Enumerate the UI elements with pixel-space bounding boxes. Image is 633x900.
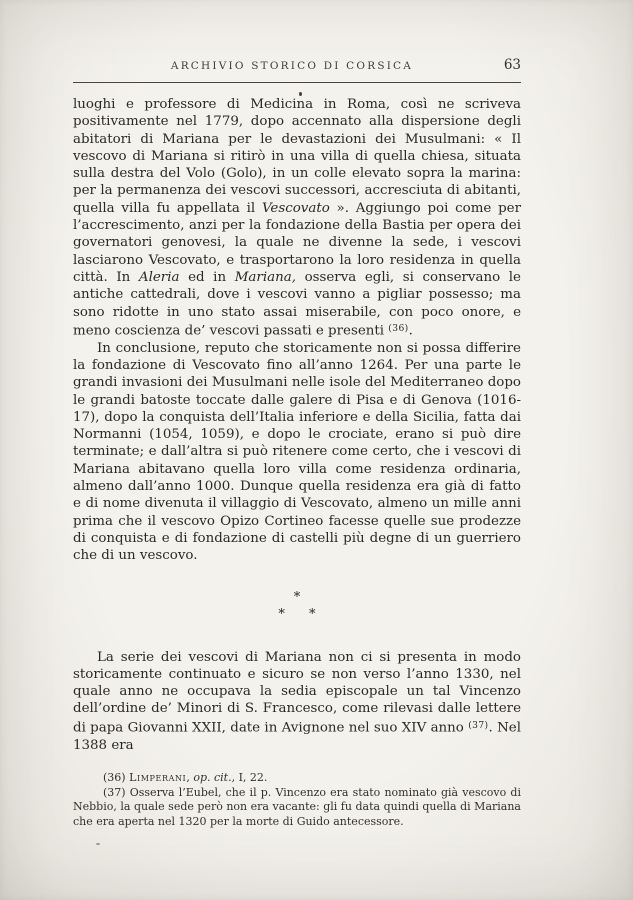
- paragraph: [73, 771, 521, 786]
- text-segment: osserva egli, si conservano le antiche cattedrali, dove i vescovi vanno a pigliar possesso; ma sono ridotte in uno stato assai miserabile, con poco onore, e meno coscienza de’ vescovi passati e presenti: [73, 269, 521, 339]
- asterism-separator: [73, 589, 521, 623]
- text-segment-sup: (37): [468, 720, 489, 731]
- text-segment-sup: (36): [388, 323, 409, 334]
- text-segment-italic: Aleria: [138, 269, 180, 285]
- text-segment: . Nel 1388 era: [73, 720, 521, 753]
- paragraph: [73, 649, 521, 754]
- text-segment: ,: [186, 770, 194, 784]
- paragraph: [73, 340, 521, 565]
- paragraph: [73, 96, 521, 340]
- separator-asterisk-top: *: [293, 589, 301, 605]
- page-header: [73, 57, 521, 78]
- text-segment-smallcaps: Limperani: [129, 770, 187, 784]
- scan-artifact-speck: [96, 843, 100, 845]
- header-rule: [73, 82, 521, 83]
- page-number: 63: [503, 57, 521, 73]
- text-segment: ». Aggiungo poi come per l’accrescimento, anzi per la fondazione della Bastia per opera dei governatori genovesi, la quale ne divenne la sede, i vescovi lasciarono Vescovato, e trasportarono la loro residenza in quella città. In: [73, 200, 521, 285]
- journal-title: ARCHIVIO STORICO DI CORSICA: [170, 60, 414, 72]
- text-segment-italic: Mariana,: [234, 269, 296, 285]
- text-segment: (37) Osserva l’Eubel, che il p. Vincenzo era stato nominato già vescovo di Nebbio, la quale sede però non era vacante: gli fu data quindi quella di Mariana che era aperta nel 1320 per la morte di Guido antecessore.: [73, 785, 521, 829]
- text-block: [73, 57, 521, 830]
- text-segment: In conclusione, reputo che storicamente non si possa differire la fondazione di Vescovato fino all’anno 1264. Per una parte le grandi invasioni dei Musulmani nelle isole del Mediterraneo dopo le grandi batoste toccate dalle galere di Pisa e di Genova (1016-17), dopo la conquista dell’Italia inferiore e della Sicilia, fatta dai Normanni (1054, 1059), e dopo le crociate, erano si può dire terminate; e dall’altra si può ritenere come certo, che i vescovi di Mariana abitavano quella loro villa come residenza ordinaria, almeno dall’anno 1000. Dunque quella residenza era già di fatto e di nome divenuta il villaggio di Vescovato, almeno un mille anni prima che il vescovo Opizo Cortineo facesse quelle sue prodezze di conquista e di fondazione di castelli più degne di un guerriero che di un vescovo.: [73, 340, 521, 564]
- text-segment: La serie dei vescovi di Mariana non ci si presenta in modo storicamente continuato e sicuro se non verso l’anno 1330, nel quale anno ne occupava la sedia episcopale un tal Vincenzo dell’ordine de’ Minori di S. Francesco, come rilevasi dalle lettere di papa Giovanni XXII, date in Avignone nel suo XIV anno: [73, 649, 521, 736]
- text-segment: , I, 22.: [231, 770, 268, 784]
- text-segment: luoghi e professore di Medicina in Roma, così ne scriveva positivamente nel 1779, dopo accennato alla dispersione degli abitatori di Mariana per le devastazioni dei Musulmani: « Il vescovo di Mariana si ritirò in una villa di quella chiesa, situata sulla destra del Volo (Golo), in un colle elevato sopra la marina: per la permanenza dei vescovi successori, accresciuta di abitanti, quella villa fu appellata il: [73, 97, 521, 216]
- body-text-before-separator: [73, 96, 521, 565]
- text-segment-italic: Vescovato: [261, 200, 330, 216]
- body-text-after-separator: [73, 649, 521, 754]
- paragraph: [73, 786, 521, 830]
- text-segment: .: [408, 323, 413, 339]
- text-segment: ed in: [179, 269, 235, 285]
- footnotes-block: [73, 771, 521, 830]
- text-segment: (36): [103, 770, 130, 784]
- text-segment-italic: op. cit.: [193, 770, 232, 784]
- separator-asterisks-bottom: * *: [278, 606, 326, 622]
- ink-mark: [299, 92, 302, 96]
